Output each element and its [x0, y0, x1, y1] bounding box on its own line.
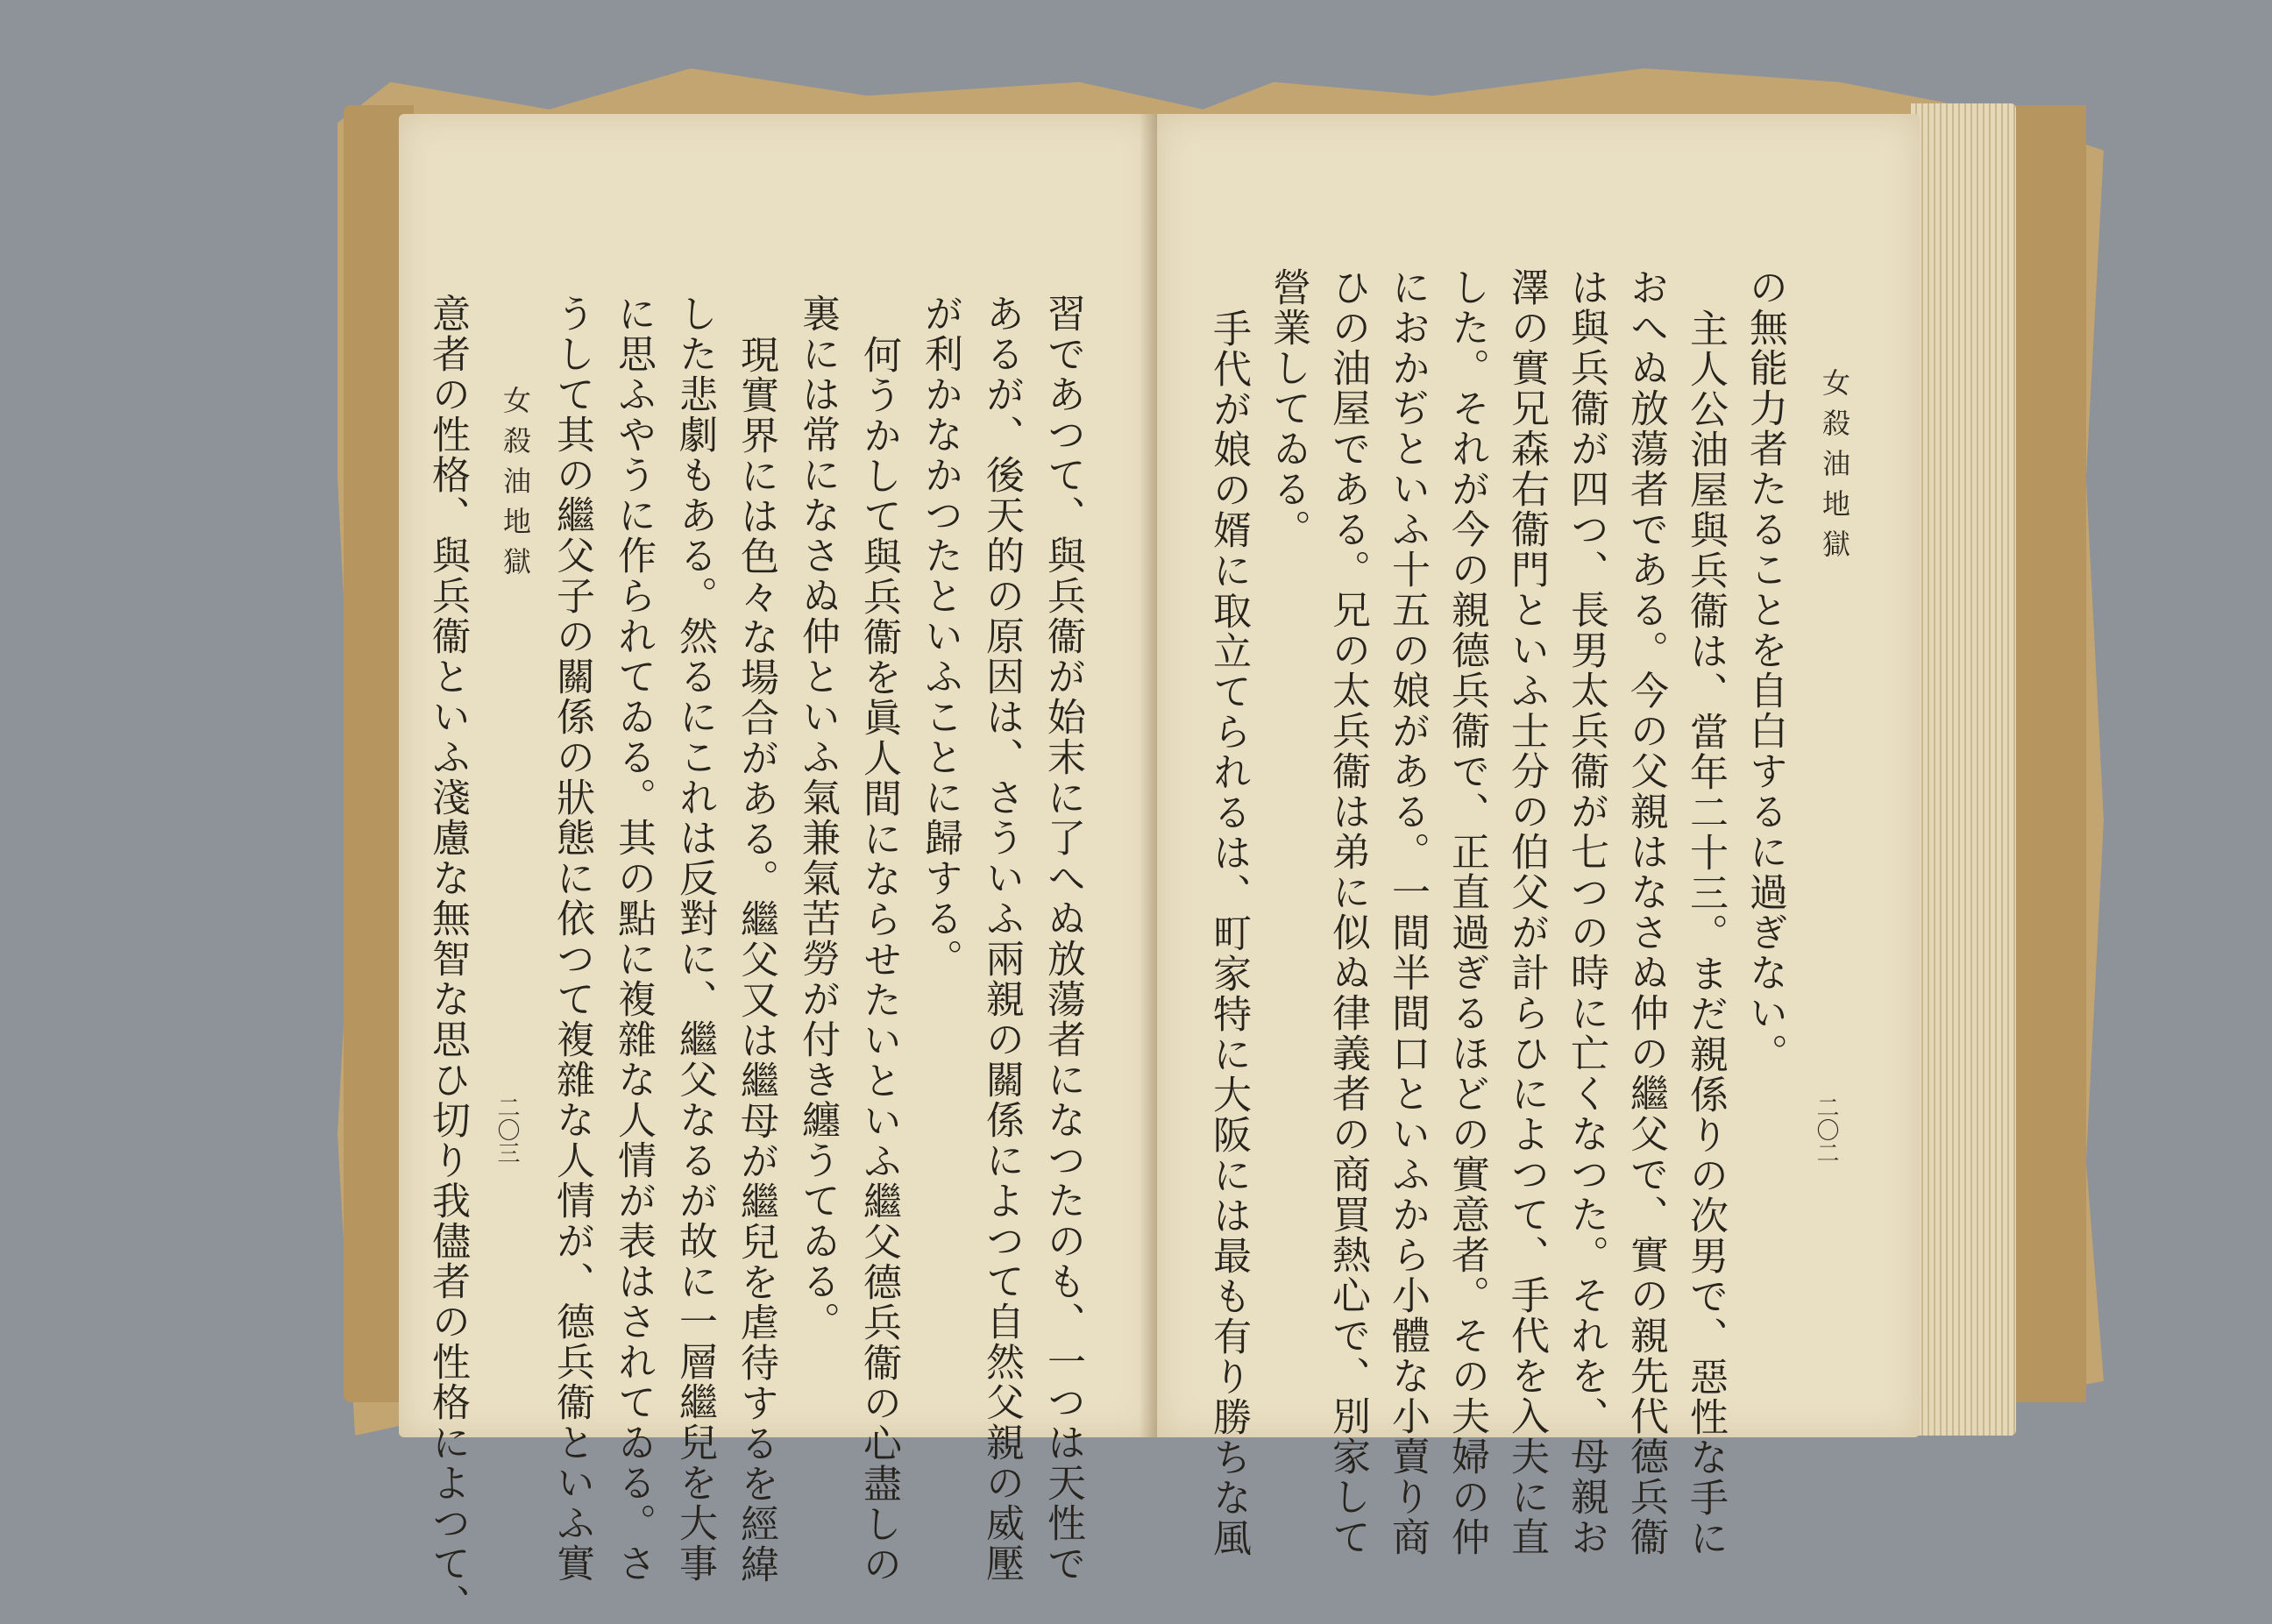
right-line-4: は與兵衞が四つ、長男太兵衞が七つの時に亡くなつた。それを、母親お [1564, 267, 1608, 1557]
right-line-2: 主人公油屋與兵衞は、當年二十三。まだ親係りの次男で、惡性な手に [1683, 308, 1728, 1558]
left-line-6: 現實界には色々な場合がある。繼父又は繼母が繼兒を虐待するを經緯 [734, 335, 778, 1585]
left-line-2: あるが、後天的の原因は、さういふ兩親の關係によつて自然父親の威壓 [979, 294, 1024, 1584]
right-line-6: した。それが今の親德兵衞で、正直過ぎるほどの實意者。その夫婦の仲 [1445, 267, 1489, 1557]
right-page [1157, 114, 1920, 1558]
right-page-number: 二〇二 [1813, 1096, 1839, 1164]
left-line-7: した悲劇もある。然るにこれは反對に、繼父なるが故に一層繼兒を大事 [672, 294, 717, 1584]
left-line-5: 裏には常になさぬ仲といふ氣兼氣苦勞が付き纏うてゐる。 [795, 294, 840, 1342]
left-page [399, 114, 1157, 1624]
left-line-3: が利かなかつたといふことに歸する。 [918, 294, 962, 979]
left-line-10: 意者の性格、與兵衞といふ淺慮な無智な思ひ切り我儘者の性格によつて、 [425, 294, 470, 1624]
left-line-1: 習であつて、與兵衞が始末に了へぬ放蕩者になつたのも、一つは天性で [1040, 294, 1085, 1584]
right-line-5: 澤の實兄森右衞門といふ士分の伯父が計らひによつて、手代を入夫に直 [1504, 267, 1549, 1557]
left-line-8: に思ふやうに作られてゐる。其の點に複雜な人情が表はされてゐる。さ [611, 294, 656, 1584]
right-line-10: 手代が娘の婿に取立てられるは、町家特に大阪には最も有り勝ちな風 [1206, 308, 1251, 1558]
left-line-4: 何うかして與兵衞を眞人間にならせたいといふ繼父德兵衞の心盡しの [856, 335, 901, 1585]
left-line-9: うして其の繼父子の關係の狀態に依つて複雜な人情が、德兵衞といふ實 [550, 294, 594, 1584]
right-line-1: の無能力者たることを自白するに過ぎない。 [1743, 267, 1787, 1074]
right-running-title: 女殺油地獄 [1818, 368, 1851, 570]
right-line-7: におかぢといふ十五の娘がある。一間半間口といふから小體な小賣り商 [1385, 267, 1430, 1557]
page-edges [1911, 103, 2016, 1436]
right-line-3: おへぬ放蕩者である。今の父親はなさぬ仲の繼父で、實の親先代德兵衞 [1623, 267, 1668, 1557]
right-line-9: 營業してゐる。 [1266, 267, 1310, 550]
left-page-number: 二〇三 [493, 1096, 520, 1164]
left-running-title: 女殺油地獄 [499, 386, 532, 587]
right-line-8: ひの油屋である。兄の太兵衞は弟に似ぬ律義者の商買熱心で、別家して [1325, 267, 1370, 1557]
